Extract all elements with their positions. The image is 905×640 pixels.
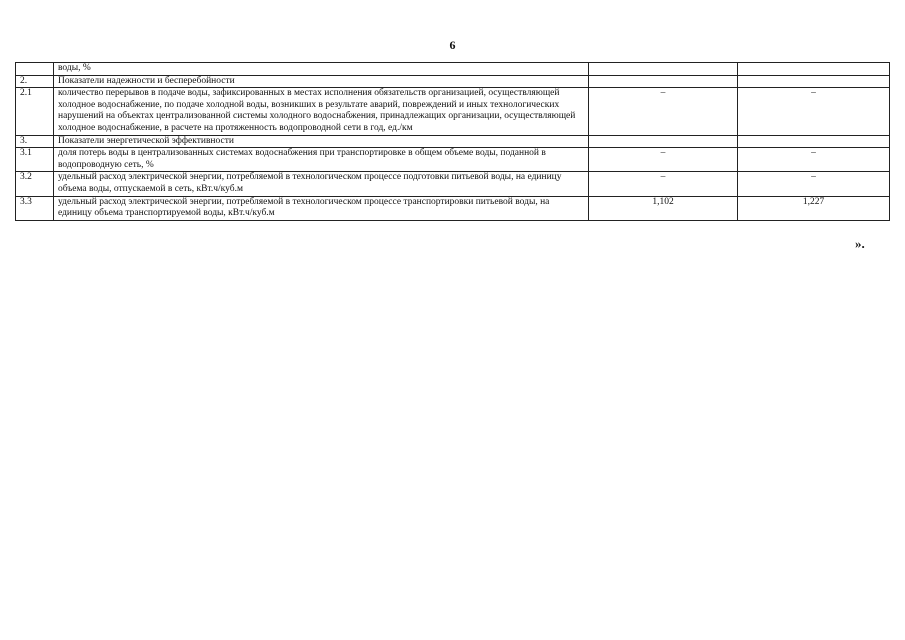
table-row [16, 88, 890, 135]
value-column-1 [589, 135, 738, 148]
value-column-2 [738, 75, 890, 88]
value-column-1 [589, 63, 738, 76]
value-column-1 [589, 75, 738, 88]
table-row [16, 148, 890, 172]
row-description: Показатели надежности и бесперебойности [54, 75, 589, 88]
value-column-1: – [589, 88, 738, 135]
value-column-2: – [738, 88, 890, 135]
value-column-2 [738, 135, 890, 148]
row-description: Показатели энергетической эффективности [54, 135, 589, 148]
value-column-2: – [738, 172, 890, 196]
table-row [16, 63, 890, 76]
section-row [16, 75, 890, 88]
row-description: количество перерывов в подаче воды, зафиксированных в местах исполнения обязательств организацией, осуществляющей холодное водоснабжение, по подаче холодной воды, возникших в результате аварий, повреждений и иных технологических нарушений на объектах централизованной системы холодного водоснабжения, принадлежащих организации, осуществляющей холодное водоснабжение, в расчете на протяженность водопроводной сети в год, ед./км [54, 88, 589, 135]
row-description: удельный расход электрической энергии, потребляемой в технологическом процессе транспортировки питьевой воды, на единицу объема транспортируемой воды, кВт.ч/куб.м [54, 196, 589, 220]
row-number: 3.3 [16, 196, 54, 220]
row-number: 2. [16, 75, 54, 88]
value-column-1: – [589, 172, 738, 196]
row-number: 2.1 [16, 88, 54, 135]
section-row [16, 135, 890, 148]
table-row [16, 172, 890, 196]
indicators-table [15, 62, 890, 221]
value-column-2: 1,227 [738, 196, 890, 220]
value-column-2: – [738, 148, 890, 172]
row-number: 3.1 [16, 148, 54, 172]
value-column-2 [738, 63, 890, 76]
row-description: доля потерь воды в централизованных системах водоснабжения при транспортировке в общем объеме воды, поданной в водопроводную сеть, % [54, 148, 589, 172]
page-number: 6 [449, 38, 456, 52]
table-row [16, 196, 890, 220]
row-number: 3.2 [16, 172, 54, 196]
row-description: удельный расход электрической энергии, потребляемой в технологическом процессе подготовки питьевой воды, на единицу объема воды, отпускаемой в сеть, кВт.ч/куб.м [54, 172, 589, 196]
row-description: воды, % [54, 63, 589, 76]
row-number [16, 63, 54, 76]
closing-quote: ». [855, 236, 865, 251]
value-column-1: 1,102 [589, 196, 738, 220]
row-number: 3. [16, 135, 54, 148]
value-column-1: – [589, 148, 738, 172]
